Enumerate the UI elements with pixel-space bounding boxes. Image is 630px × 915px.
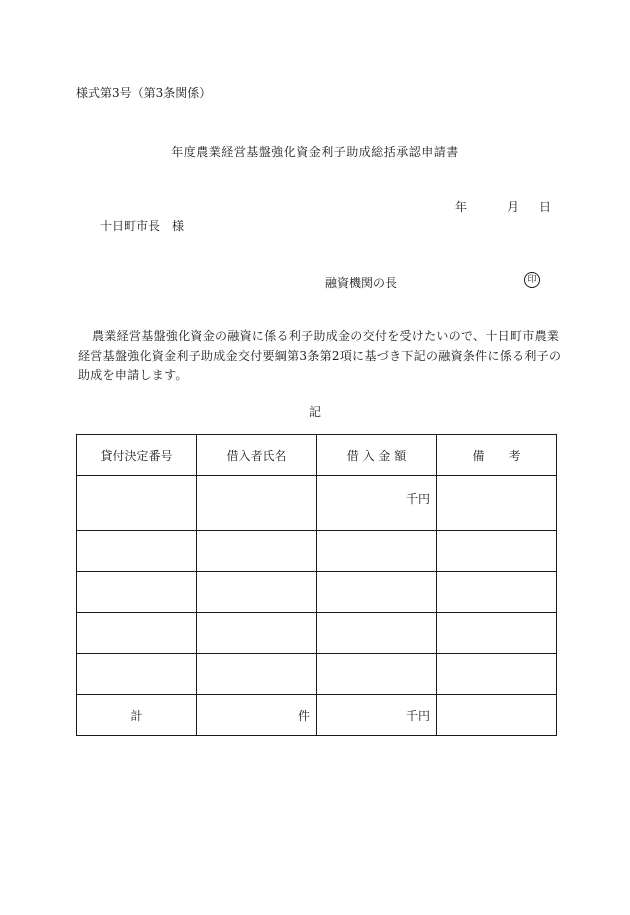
cell-borrower-name[interactable]: [197, 613, 317, 654]
date-line: [455, 198, 551, 215]
header-loan-number: 貸付決定番号: [77, 435, 197, 476]
table-row: [77, 613, 557, 654]
cell-remarks[interactable]: [437, 572, 557, 613]
header-loan-amount: 借 入 金 額: [317, 435, 437, 476]
loan-table: [76, 434, 557, 736]
date-day: 日: [539, 200, 552, 214]
date-year: 年: [455, 200, 468, 214]
cell-loan-number[interactable]: [77, 531, 197, 572]
cell-borrower-name[interactable]: [197, 654, 317, 695]
cell-loan-number[interactable]: [77, 476, 197, 531]
cell-loan-number[interactable]: [77, 572, 197, 613]
form-number: 様式第3号（第3条関係）: [76, 86, 212, 100]
total-count[interactable]: [197, 695, 317, 736]
cell-remarks[interactable]: [437, 613, 557, 654]
cell-borrower-name[interactable]: [197, 572, 317, 613]
table-row: [77, 572, 557, 613]
count-unit: 件: [297, 708, 310, 723]
total-amount-unit: 千円: [405, 708, 430, 723]
cell-loan-amount[interactable]: [317, 531, 437, 572]
unit-thousand-yen: 千円: [405, 492, 430, 506]
cell-loan-number[interactable]: [77, 654, 197, 695]
total-label: 計: [77, 695, 197, 736]
ki-heading: 記: [308, 405, 321, 419]
document-title: 年度農業経営基盤強化資金利子助成総括承認申請書: [171, 145, 459, 159]
total-amount[interactable]: [317, 695, 437, 736]
header-remarks: 備 考: [437, 435, 557, 476]
cell-remarks[interactable]: [437, 531, 557, 572]
table-total-row: [77, 695, 557, 736]
cell-loan-amount[interactable]: [317, 572, 437, 613]
header-borrower-name: 借入者氏名: [197, 435, 317, 476]
cell-remarks[interactable]: [437, 654, 557, 695]
applicant-label: 融資機関の長: [325, 276, 398, 290]
table-header-row: [77, 435, 557, 476]
cell-loan-amount[interactable]: [317, 476, 437, 531]
cell-loan-amount[interactable]: [317, 654, 437, 695]
cell-borrower-name[interactable]: [197, 531, 317, 572]
body-text: 農業経営基盤強化資金の融資に係る利子助成金の交付を受けたいので、十日町市農業経営基盤強化資金利子助成金交付要綱第3条第2項に基づき下記の融資条件に係る利子の助成を申請します。: [78, 329, 562, 382]
table-row: [77, 531, 557, 572]
total-remarks[interactable]: [437, 695, 557, 736]
seal-mark: 印: [524, 272, 540, 288]
table-row: [77, 476, 557, 531]
cell-loan-amount[interactable]: [317, 613, 437, 654]
cell-borrower-name[interactable]: [197, 476, 317, 531]
addressee: 十日町市長 様: [100, 219, 185, 233]
date-month: 月: [507, 200, 520, 214]
cell-loan-number[interactable]: [77, 613, 197, 654]
cell-remarks[interactable]: [437, 476, 557, 531]
table-row: [77, 654, 557, 695]
